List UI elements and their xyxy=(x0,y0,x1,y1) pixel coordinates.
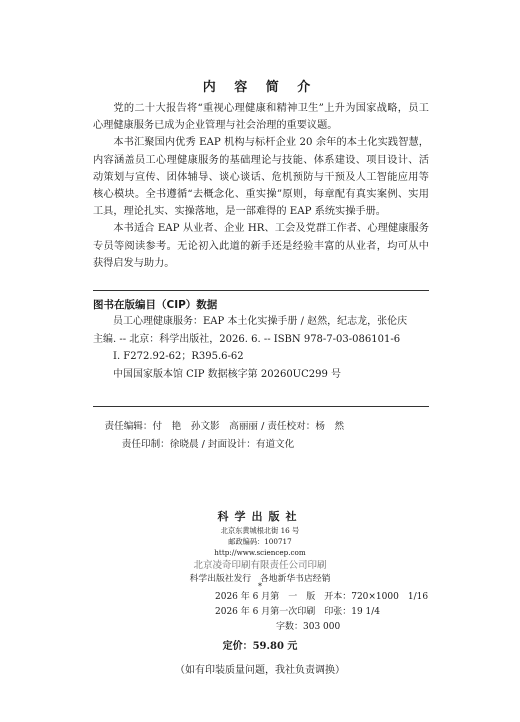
cip-top-divider xyxy=(93,290,429,291)
publisher-address: 北京东黄城根北街 16 号 xyxy=(220,526,300,535)
edition-line-2: 2026 年 6 月第一次印刷 印张：19 1/4 xyxy=(215,607,381,617)
cip-line-4: 中国国家版本馆 CIP 数据核字第 20260UC299 号 xyxy=(113,368,342,380)
edition-line-1: 2026 年 6 月第 一 版 开本：720×1000 1/16 xyxy=(215,592,429,602)
summary-paragraph-3: 本书适合 EAP 从业者、企业 HR、工会及党群工作者、心理健康服务专员等阅读参考。无论初入此道的新手还是经验丰富的从业者，均可从中获得启发与助力。 xyxy=(93,223,429,269)
quality-notice: （如有印装质量问题，我社负责调换） xyxy=(175,665,345,676)
cip-line-1: 员工心理健康服务：EAP 本土化实操手册 / 赵然，纪志龙，张伦庆 xyxy=(113,316,408,327)
publisher-name: 科学出版社 xyxy=(217,510,303,523)
content-summary xyxy=(93,100,429,272)
section-title: 内 容 简 介 xyxy=(202,80,318,95)
summary-paragraph-1: 党的二十大报告将“重视心理健康和精神卫生”上升为国家战略，员工心理健康服务已成为企业管理与社会治理的重要议题。 xyxy=(93,103,429,132)
distribution-line: 科学出版社发行 各地新华书店经销 xyxy=(189,574,331,584)
separator-star: * xyxy=(258,582,262,591)
word-count: 字数：303 000 xyxy=(276,622,341,632)
summary-paragraph-2: 本书汇聚国内优秀 EAP 机构与标杆企业 20 余年的本土化实践智慧，内容涵盖员工心理健康服务的基础理论与技能、体系建设、项目设计、活动策划与宣传、团体辅导、谈心谈话、危机预防与干预及人工智能应用等核心模块。全书遵循“去概念化、重实操”原则，每章配有真实案例、实用工具，理论扎实、实操落地，是一部难得的 EAP 系统实操手册。 xyxy=(93,137,429,218)
cip-line-2: 主编. -- 北京：科学出版社，2026. 6. -- ISBN 978-7-03-086101-6 xyxy=(93,333,401,345)
cip-heading: 图书在版编目（CIP）数据 xyxy=(93,299,218,311)
editorial-credits xyxy=(93,418,429,453)
cip-data xyxy=(93,313,429,383)
price: 定价：59.80 元 xyxy=(222,641,298,652)
publisher-website: http://www.sciencep.com xyxy=(214,548,306,557)
credits-line-2: 责任印制：徐晓晨 / 封面设计：有道文化 xyxy=(121,438,295,450)
credits-line-1: 责任编辑：付 艳 孙文影 高丽丽 / 责任校对：杨 然 xyxy=(104,421,345,432)
printer-line: 北京凌奇印刷有限责任公司印刷 xyxy=(193,560,327,571)
cip-line-3: Ⅰ. F272.92-62；R395.6-62 xyxy=(113,351,244,362)
cip-bottom-divider xyxy=(93,406,429,407)
publisher-postcode: 邮政编码：100717 xyxy=(228,537,292,546)
